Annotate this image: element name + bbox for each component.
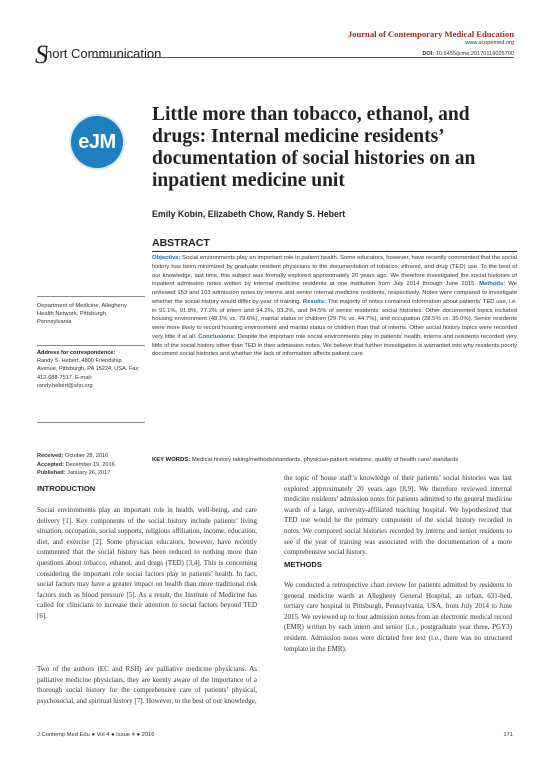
introduction-paragraph-1: Social environments play an important role in health, well-being, and care delivery [1]. Key components of the social history include patients’ living situation, occupation, social supports, religious affiliation, income, education, diet, and exercise [2]. Some physician educators, however, have recently commented that the social history has been reduced to nothing more than questions about tobacco, ethanol, and drugs (TED) [3,4]. This is concerning considering the important role social factors play in patients’ health. In fact, social factors may have a greater impact on health than more traditional risk factors such as blood pressure [5]. As a result, the Institute of Medicine has called for clinicians to increase their attention to social factors beyond TED [6]. [37,506,257,620]
journal-logo-text: eJM [78,130,116,153]
results-label: Results: [302,298,327,305]
introduction-paragraph-2: Two of the authors (EC and RSH) are palliative medicine physicians. As palliative medicine physicians, they are keenly aware of the importance of a thorough social history for the comprehensive care of patients’ physical, psychosocial, and spiritual history [7]. However, to the best of our knowledge, [37,665,257,705]
accepted-date [37,461,147,470]
correspondence-block [37,349,142,390]
published-label: Published: [37,470,66,476]
accepted-label: Accepted: [37,461,65,468]
article-type-rest: hort Communication [45,46,162,61]
sidebar-divider-middle [37,345,145,346]
paper-title: Little more than tobacco, ethanol, and drugs: Internal medicine residents’ documentation of social histories on an inpatient medicine unit [152,104,476,191]
journal-url[interactable]: www.scopemed.org [465,40,514,46]
objective-label: Objective: [152,255,181,261]
article-dates [37,452,147,478]
author-list: Emily Kobin, Elizabeth Chow, Randy S. Hebert [152,209,346,219]
keywords-text: Medical history taking/methods/standards, physician-patient relations, quality of health care/ standards [190,457,459,463]
conclusions-text: Despite the important role social environments play in patients’ health, interns and residents recorded very little of the social history other than TED in their admission notes. We believe that further investigation is warranted into why residents poorly document social histories and whether the lack of information affects patient care. [152,333,517,358]
accepted-value: December 19, 2016 [64,461,115,468]
affiliation: Department of Medicine, Allegheny Health Network, Pittsburgh, Pennsylvania [37,303,127,326]
results-text: The majority of notes contained information about patients’ TED use, i.e. in 91.1%, 91.8%, 77.2% of intern and 94.2%, 93.2%, and 84.5% of senior residents’ social histories. Other documented topics included housing environment (48.1% vs. 79.6%), marital status or children (29.7% vs. 44.7%), and occupation (28.5% vs. 35.0%). Senior residents were more likely to record housing environment and marital status or children than that of interns. Other social history topics were recorded very little if at all. [152,298,517,340]
introduction-paragraph-3: the topic of house staff’s knowledge of their patients’ social histories was last explored approximately 20 years ago [8,9]. We therefore reviewed internal medicine residents’ admission notes for patients admitted to the general medicine wards of a large, university-affiliated teaching hospital. We hypothesized that TED use would be the primary component of the social history recorded in notes. We compared social histories recorded by interns and senior residents to see if the year of training was associated with the documentation of a more comprehensive social history. [284,474,512,557]
footer-citation: J Contemp Med Edu ● Vol 4 ● Issue 4 ● 2016 [37,732,155,738]
header-divider [92,57,514,58]
article-type-initial: S [35,40,48,69]
methods-paragraph-1: We conducted a retrospective chart review for patients admitted by residents to general medicine wards at Allegheny General Hospital, an urban, 631-bed, tertiary care hospital in Pittsburgh, Pennsylvania, USA, from July 2014 to June 2015. We reviewed up to four admission notes from an electronic medical record (EMR) written by each intern and senior (i.e., postgraduate year three, PGY3) resident. Admission notes were dictated free text (i.e., there was no structured template in the EMR). [284,581,512,653]
abstract-divider [152,251,517,252]
sidebar-divider-top [37,296,145,297]
received-date [37,452,147,461]
doi-value[interactable]: 10.5455/jcme.20170119025700 [435,51,514,57]
abstract-heading: ABSTRACT [152,237,210,249]
methods-heading: METHODS [284,560,322,569]
sidebar-divider-bottom [37,422,145,423]
doi-label: DOI: [422,51,435,57]
correspondence-text: Randy S. Hebert, 4800 Friendship Avenue, Pittsburgh, PA 15224, USA. Fax: 412-688-7517. E-mail: randy.hebert@ahn.org [37,358,140,389]
published-date [37,469,147,478]
published-value: January 26, 2017 [65,470,111,476]
introduction-heading: INTRODUCTION [37,484,96,493]
received-value: October 28, 2016 [63,453,109,459]
objective-text: Social environments play an important role in patient health. Some educators, however, have recently commented that the social history has been minimized by graduate resident physicians to the documentation of tobacco, ethanol, and drug (TED) use. To the best of our knowledge, last time, this subject was formally explored approximately 20 years ago. We therefore investigated the social histories of inpatient admission notes written by internal medicine residents at one institution from July 2014 through June 2015. [152,255,517,288]
keywords [152,456,517,465]
page-number: 171 [503,732,513,738]
keywords-label: KEY WORDS: [152,457,191,463]
article-type-label [35,40,161,70]
abstract-text [152,254,517,359]
received-label: Received: [37,453,64,459]
methods-text: We reviewed 153 and 103 admission notes by interns and senior internal medicine residents, respectively. Notes were compared to investigate whether the social history would differ by year of training. [152,281,517,305]
correspondence-label: Address for correspondence: [37,350,116,356]
journal-title: Journal of Contemporary Medical Education [347,29,514,39]
methods-label: Methods: [479,281,506,288]
journal-logo [71,116,123,168]
conclusions-label: Conclusions: [198,333,236,340]
